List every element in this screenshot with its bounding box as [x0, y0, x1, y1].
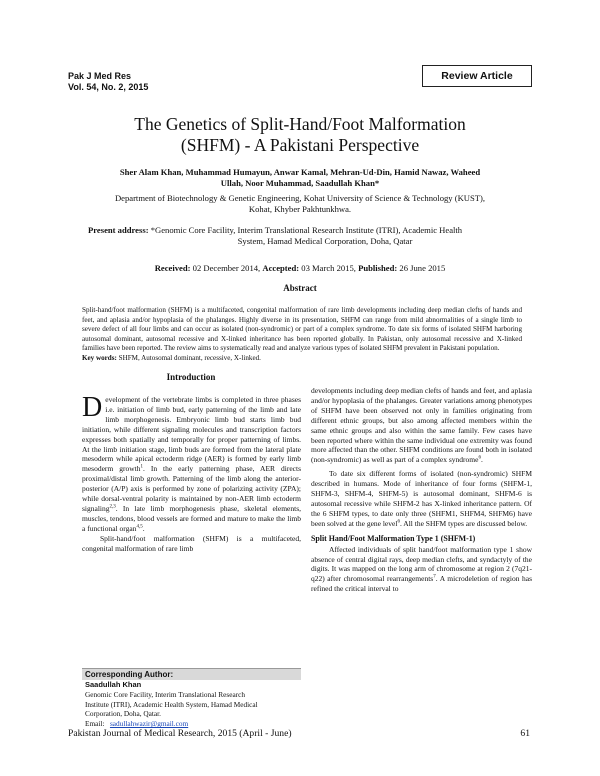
published-label: Published:: [358, 263, 398, 273]
present-address-line-1: *Genomic Core Facility, Interim Translational Research Institute (ITRI), Academic Health: [150, 225, 463, 235]
present-address-line-2: System, Hamad Medical Corporation, Doha, Qatar: [237, 236, 413, 246]
corr-address-line-1: Genomic Core Facility, Interim Translational Research: [85, 689, 246, 699]
ref-superscript: 4,5: [136, 524, 143, 530]
intro-p1-text-d: .: [142, 523, 145, 533]
intro-p1-text-c: . In late limb morphogenesis phase, skeletal elements, muscles, tendons, blood vessels are formed and mature to make the limb a functional organ: [82, 503, 301, 533]
present-address-label: Present address:: [88, 225, 149, 235]
accepted-label: Accepted:: [262, 263, 300, 273]
shfm1-paragraph: [311, 545, 532, 595]
intro-p3-text-a: To date six different forms of isolated (non-syndromic) SHFM described in humans. Mode of inheritance of four forms (SHFM-1, SHFM-3, SHFM-4, SHFM-5) is autosomal dominant, SHFM-6 is autosomal recessive while SHFM-2 has X-linked inheritance pattern. Of the 6 SHFM types, to date only three (SHFM1, SHFM4, SHFM6) have been solved at the gene level: [311, 469, 532, 528]
article-type-badge: Review Article: [422, 65, 532, 87]
footer-journal: Pakistan Journal of Medical Research, 2015 (April - June): [68, 728, 292, 739]
corr-address-line-3: Corporation, Doha, Qatar.: [85, 709, 161, 719]
abstract-heading: Abstract: [283, 283, 317, 293]
intro-paragraph-1: [82, 392, 301, 534]
journal-header: [68, 71, 148, 93]
title-line-1: The Genetics of Split-Hand/Foot Malformation: [134, 114, 466, 134]
intro-p2-text-a: developments including deep median clefts of hands and feet, and aplasia and/or hypoplasia of the phalanges. Greater variations among phenotypes of SHFM have been observed not only in families originating from different ethnic groups, but also among affected members within the same ethnic groups and also within the same family. Few cases have been reported where within the same individual one extremity was found more affected than the other. SHFM conditions are found both in isolated (non-syndromic) as well as part of a complex syndrome: [311, 386, 532, 465]
corresponding-author-name: Saadullah Khan: [85, 680, 142, 689]
ref-superscript: 6: [397, 519, 400, 525]
keywords-text: SHFM, Autosomal dominant, recessive, X-linked.: [118, 354, 261, 362]
keywords-label: Key words:: [82, 354, 117, 362]
ref-superscript: 7: [433, 574, 436, 580]
affiliation-line-1: Department of Biotechnology & Genetic Engineering, Kohat University of Science & Technology (KUST),: [114, 193, 486, 203]
page-number: 61: [520, 728, 530, 739]
intro-p1-text-a: evelopment of the vertebrate limbs is completed in three phases i.e. initiation of limb bud, early patterning of the limb and late limb morphogenesis. Embryonic limb bud starts limb bud initiation, while different signaling molecules and transcription factors expresses both spatially and temporally for proper patterning of limbs. At the limb initiation stage, limb buds are formed from the lateral plate mesoderm while apical ectoderm ridge (AER) is formed by early limb mesoderm growth: [82, 395, 301, 474]
received-date: 02 December 2014,: [192, 263, 261, 273]
shfm1-text-a: Affected individuals of split hand/foot malformation type 1 show absence of central digital rays, deep median clefts, and syndactyly of the digits. It was mapped on the long arm of chromosome at region 2 (7q21-q22) after chromosomal rearrangements: [311, 544, 532, 584]
journal-volume: Vol. 54, No. 2, 2015: [68, 82, 149, 92]
abstract-text: Split-hand/foot malformation (SHFM) is a multifaceted, congenital malformation of rare limb developments including deep median clefts of hands and feet, and aplasia and/or hypoplasia of the phalanges. Highly diverse in its presentation, SHFM can range from mild abnormalities of a single limb to severe defect of all four limbs and can occur as isolated (non-syndromic) or part of a complex syndrome. To date six forms of isolated SHFM harboring autosomal dominant, autosomal recessive and X-linked inheritance has been reported globally. In Pakistan, only autosomal recessive and X-linked families have been reported. The review aims to systematically read and analyze various types of isolated SHFM prevalent in Pakistani population.: [82, 306, 522, 353]
affiliation-line-2: Kohat, Khyber Pakhtunkhwa.: [248, 204, 352, 214]
title-line-2: (SHFM) - A Pakistani Perspective: [180, 135, 420, 155]
published-date: 26 June 2015: [399, 263, 446, 273]
intro-p2-text-b: .: [480, 455, 483, 465]
ref-superscript: 1: [140, 464, 143, 470]
journal-name: Pak J Med Res: [68, 71, 132, 81]
shfm1-text-b: . A microdeletion of region has refined the critical interval to: [311, 574, 532, 594]
email-link[interactable]: sadullahwazir@gmail.com: [109, 719, 189, 729]
intro-paragraph-2-cont: [311, 386, 532, 465]
intro-paragraph-2-start: Split-hand/foot malformation (SHFM) is a multifaceted, congenital malformation of rare limb: [82, 533, 301, 553]
intro-paragraph-3: [311, 469, 532, 528]
body-column-left: [82, 392, 301, 554]
keywords: [82, 354, 522, 364]
intro-p1-text-b: . In the early patterning phase, AER directs proximal/distal limb growth. Patterning of the limb along the anterior-posterior (A/P) axis is performed by zone of polarizing activity (ZPA); while dorsal-ventral polarity is maintained by non-AER limb ectoderm signaling: [82, 464, 301, 513]
dropcap: D: [82, 392, 103, 423]
ref-superscript: 2,3: [109, 504, 116, 510]
authors-line-1: Sher Alam Khan, Muhammad Humayun, Anwar Kamal, Mehran-Ud-Din, Hamid Nawaz, Waheed: [119, 167, 481, 177]
ref-superscript: 6: [478, 455, 481, 461]
publication-dates: [60, 263, 540, 273]
author-list: [78, 167, 522, 189]
affiliation: [68, 193, 532, 215]
section-subheading: Split Hand/Foot Malformation Type 1 (SHFM-1): [311, 533, 476, 543]
email-label: Email:: [85, 719, 105, 729]
introduction-heading: Introduction: [166, 372, 216, 382]
article-title: [60, 114, 540, 156]
accepted-date: 03 March 2015,: [301, 263, 356, 273]
corresponding-author-title: Corresponding Author:: [82, 668, 301, 680]
received-label: Received:: [154, 263, 191, 273]
page-footer: [68, 728, 530, 739]
corr-address-line-2: Institute (ITRI), Academic Health System, Hamad Medical: [85, 699, 258, 709]
corresponding-author-address: [82, 690, 301, 729]
body-column-right: [311, 386, 532, 594]
present-address: [88, 225, 532, 247]
authors-line-2: Ullah, Noor Muhammad, Saadullah Khan*: [220, 178, 380, 188]
intro-p3-text-b: . All the SHFM types are discussed below.: [399, 518, 528, 528]
corresponding-author-box: [82, 668, 301, 729]
